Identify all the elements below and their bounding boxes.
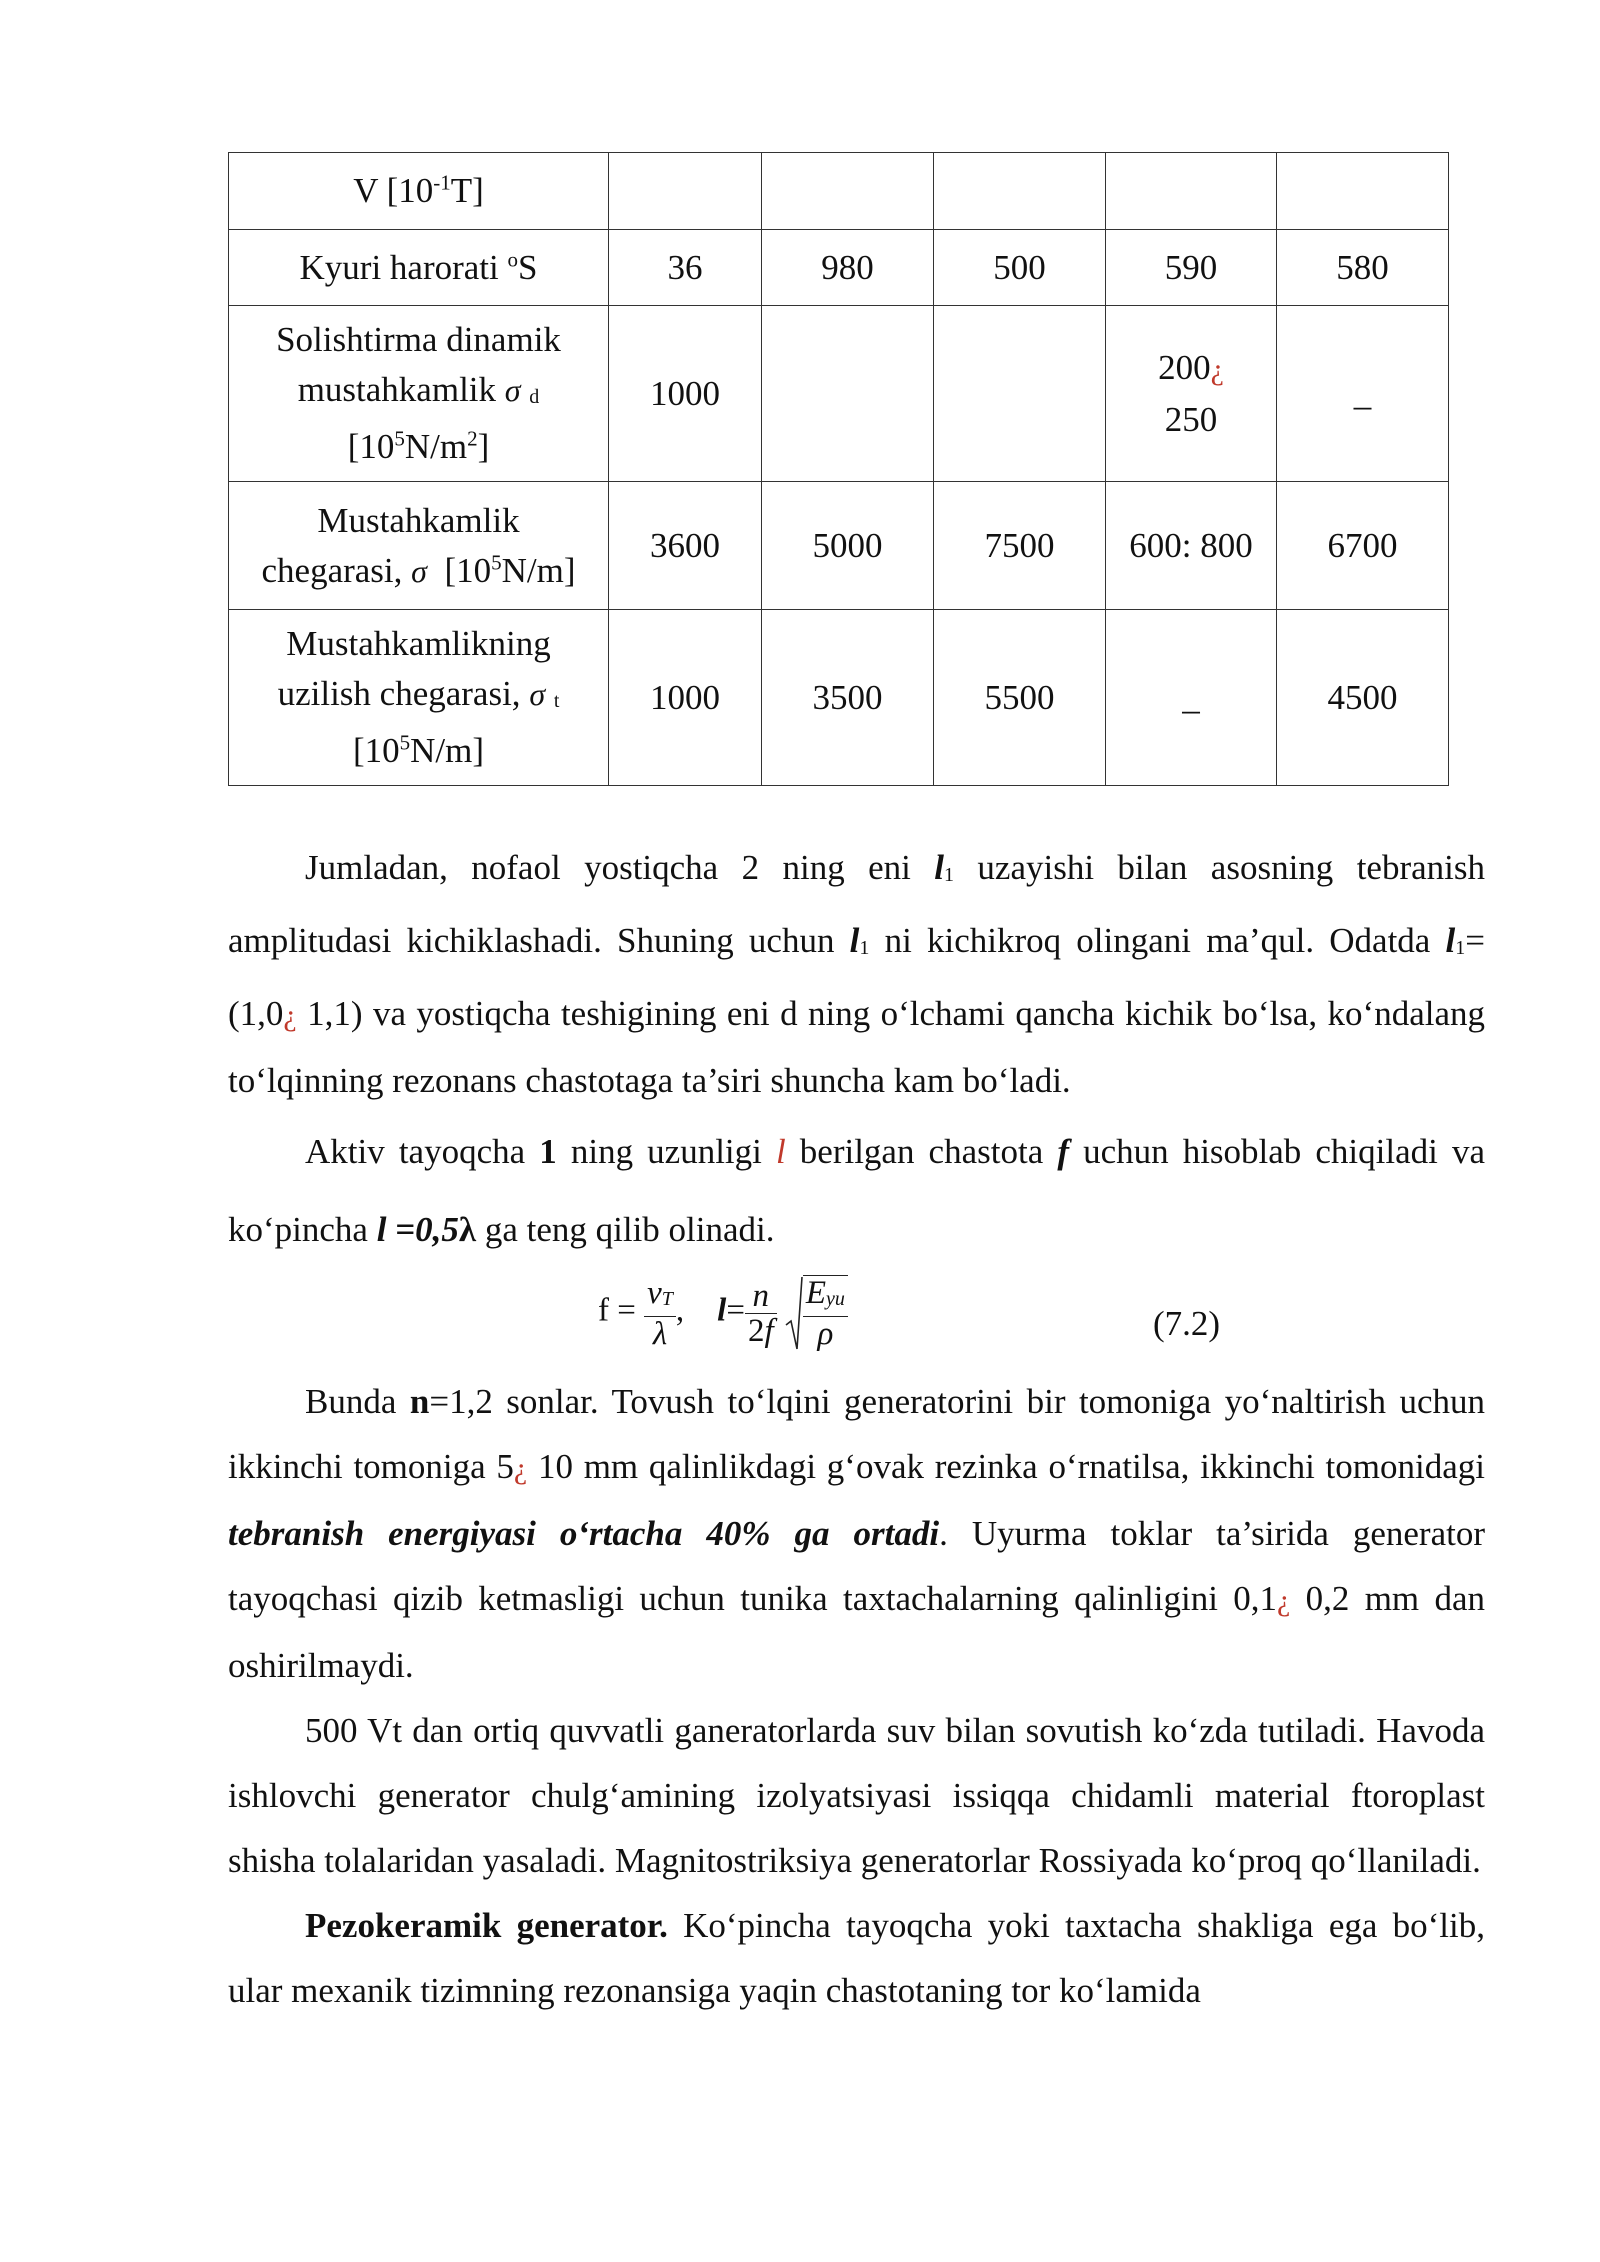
table-cell xyxy=(1106,153,1277,230)
row-label: V $[10^{-1}T]$ xyxy=(229,153,609,230)
table-cell: 5500 xyxy=(934,610,1106,786)
table-cell: 600: 800 xyxy=(1106,482,1277,610)
table-cell: 6700 xyxy=(1277,482,1449,610)
row-label: Solishtirma dinamik mustahkamlik σ d $[10^5N/m^2]$ xyxy=(229,306,609,482)
table-cell xyxy=(934,306,1106,482)
table-cell: _ xyxy=(1277,306,1449,482)
table-row xyxy=(229,306,1449,482)
radical-sign-icon xyxy=(785,1275,803,1351)
table-cell: 36 xyxy=(609,230,762,306)
fraction: $\frac{vT}{\lambda}$ xyxy=(644,1276,676,1351)
table-cell: 980 xyxy=(762,230,934,306)
table-cell: _ xyxy=(1106,610,1277,786)
fraction: $\frac{n}{2f}$ xyxy=(745,1279,777,1348)
table-cell: 7500 xyxy=(934,482,1106,610)
formula-7-2: f = $\frac{vT}{\lambda}$ , l= $\frac{n}{2f}$ $\frac{\text{Eyu}}{\rho}$ (7.2) xyxy=(228,1269,1485,1369)
table-cell: 5000 xyxy=(762,482,934,610)
table-row xyxy=(229,482,1449,610)
table-cell xyxy=(934,153,1106,230)
row-label: Kyuri harorati $^o$S xyxy=(229,230,609,306)
paragraph: Jumladan, nofaol yostiqcha 2 ning eni l1 uzayishi bilan asosning tebranish amplitudasi kichiklashadi. Shuning uchun l1 ni kichikroq olingani ma’qul. Odatda l1=(1,0¿ 1,1) va yostiqcha teshigining eni d ning o‘lchami qancha kichik bo‘lsa, ko‘ndalang to‘lqinning rezonans chastotaga ta’siri shuncha kam bo‘ladi. xyxy=(228,848,1486,1100)
table-cell: 3600 xyxy=(609,482,762,610)
paragraph: Bunda n=1,2 sonlar. Tovush to‘lqini generatorini bir tomoniga yo‘naltirish uchun ikkinchi tomoniga 5¿ 10 mm qalinlikdagi g‘ovak rezinka o‘rnatilsa, ikkinchi tomonidagi tebranish energiyasi o‘rtacha 40% ga ortadi. Uyurma toklar ta’sirida generator tayoqchasi qizib ketmasligi uchun tunika taxtachalarning qalinligini 0,1¿ 0,2 mm dan oshirilmaydi. xyxy=(228,1382,1486,1685)
equation-number: (7.2) xyxy=(1153,1304,1221,1343)
table-cell: 1000 xyxy=(609,610,762,786)
body-text xyxy=(228,835,1485,2023)
table-cell xyxy=(762,306,934,482)
table-cell: 3500 xyxy=(762,610,934,786)
paragraph: 500 Vt dan ortiq quvvatli ganeratorlarda suv bilan sovutish ko‘zda tutiladi. Havoda ishlovchi generator chulg‘amining izolyatsiyasi issiqqa chidamli material ftoroplast shisha tolalaridan yasaladi. Magnitostriksiya generatorlar Rossiyada ko‘proq qo‘llaniladi. xyxy=(228,1711,1485,1880)
square-root: $\frac{\text{Eyu}}{\rho}$ xyxy=(785,1275,848,1351)
row-label: Mustahkamlik chegarasi, σ $[10^5N/m]$ xyxy=(229,482,609,610)
table-cell xyxy=(609,153,762,230)
table-row xyxy=(229,153,1449,230)
table-cell: 590 xyxy=(1106,230,1277,306)
table-cell: 580 xyxy=(1277,230,1449,306)
table-cell xyxy=(762,153,934,230)
paragraph: Pezokeramik generator. Ko‘pincha tayoqcha yoki taxtacha shakliga ega bo‘lib, ular mexanik tizimning rezonansiga yaqin chastotaning tor ko‘lamida xyxy=(228,1906,1485,2010)
table-cell: 500 xyxy=(934,230,1106,306)
table-cell xyxy=(1277,153,1449,230)
table-row xyxy=(229,230,1449,306)
table-row xyxy=(229,610,1449,786)
row-label: Mustahkamlikning uzilish chegarasi, σ t $[10^5N/m]$ xyxy=(229,610,609,786)
properties-table xyxy=(228,152,1449,786)
table-cell: 200¿ 250 xyxy=(1106,306,1277,482)
table-cell: 4500 xyxy=(1277,610,1449,786)
paragraph: Aktiv tayoqcha 1 ning uzunligi l berilgan chastota f uchun hisoblab chiqiladi va ko‘pincha l =0,5λ ga teng qilib olinadi. xyxy=(228,1132,1485,1249)
table-cell: 1000 xyxy=(609,306,762,482)
